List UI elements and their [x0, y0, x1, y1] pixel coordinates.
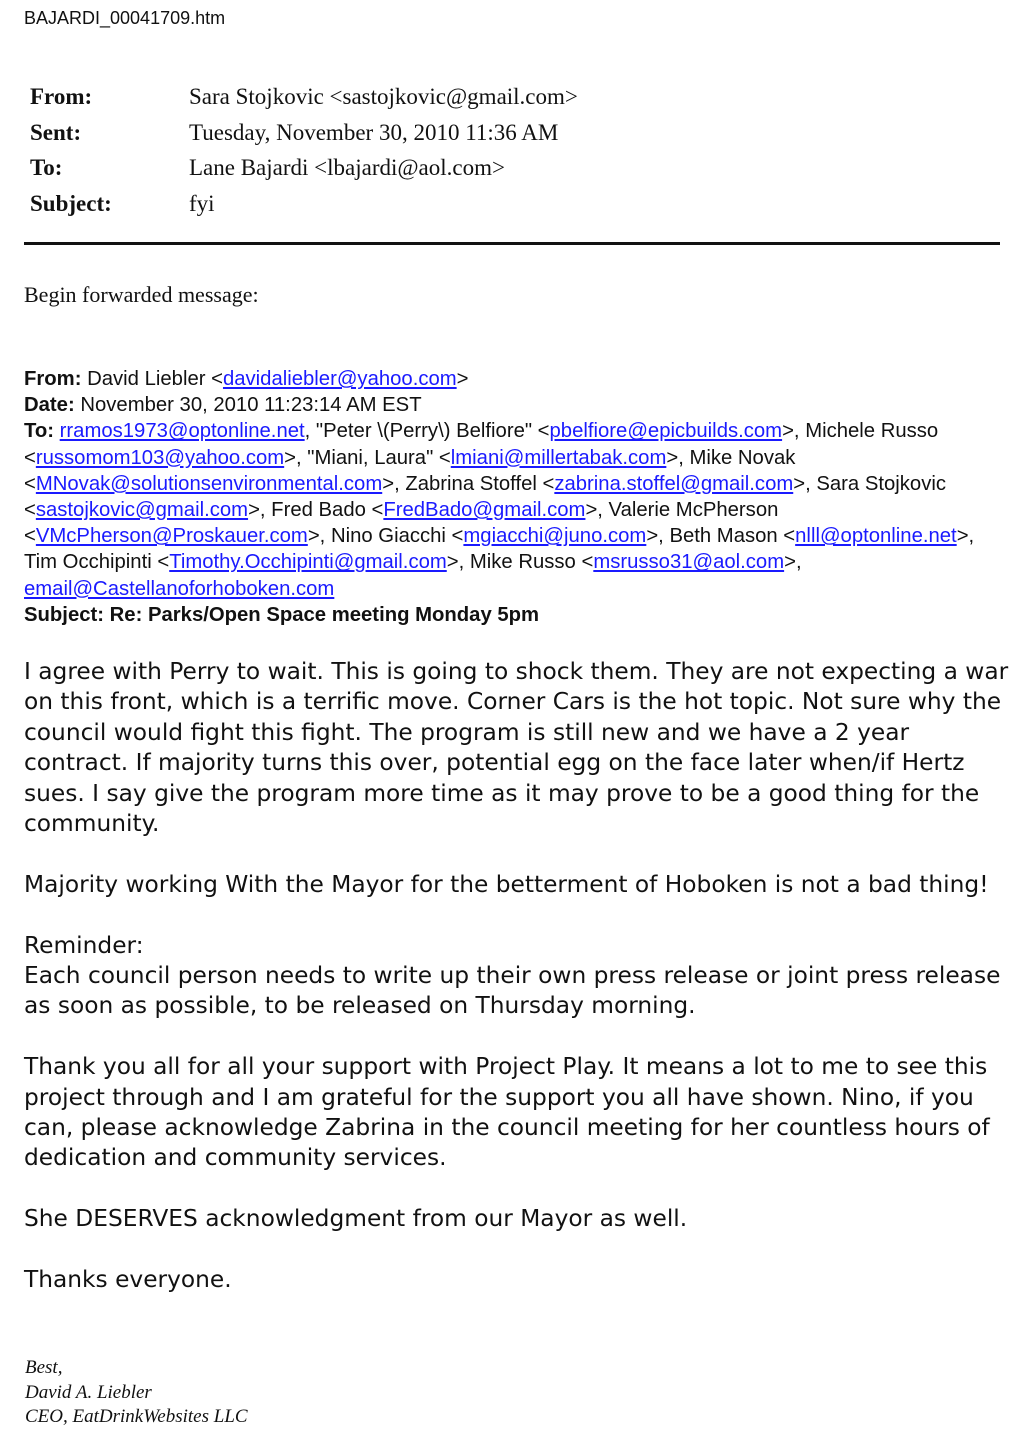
recipient-separator: >, Fred Bado < — [248, 499, 384, 522]
recipient-email-link[interactable]: nlll@optonline.net — [795, 525, 957, 548]
inner-date-value: November 30, 2010 11:23:14 AM EST — [80, 394, 422, 417]
recipient-email-link[interactable]: lmiani@millertabak.com — [450, 446, 667, 469]
recipient-separator: >, — [784, 551, 802, 574]
document-filename: BAJARDI_00041709.htm — [24, 8, 226, 28]
recipient-separator: >, Sara Stojkovic < — [24, 472, 946, 522]
recipient-email-link[interactable]: russomom103@yahoo.com — [35, 446, 285, 469]
recipient-email-link[interactable]: VMcPherson@Proskauer.com — [35, 525, 308, 548]
inner-from-label: From: — [24, 368, 82, 390]
recipient-email-link[interactable]: MNovak@solutionsenvironmental.com — [35, 472, 383, 495]
recipient-separator: >, Mike Russo < — [446, 551, 594, 574]
recipient-email-link[interactable]: FredBado@gmail.com — [383, 499, 586, 522]
header-divider — [24, 242, 1000, 245]
recipient-email-link[interactable]: mgiacchi@juno.com — [463, 525, 647, 548]
outer-from-label: From: — [30, 84, 93, 109]
recipient-separator: >, Valerie McPherson < — [24, 499, 779, 548]
body-paragraph: She DESERVES acknowledgment from our Mayor as well. — [24, 1205, 688, 1233]
reminder-block — [24, 931, 1009, 1022]
inner-subject-label: Subject: — [24, 603, 105, 626]
inner-subject-value: Re: Parks/Open Space meeting Monday 5pm — [109, 603, 540, 626]
reminder-text: Each council person needs to write up their own press release or joint press release as soon as possible, to be released on Thursday morning. — [24, 962, 1001, 1020]
recipient-separator: >, Mike Novak < — [24, 446, 796, 495]
recipient-email-link[interactable]: rramos1973@optonline.net — [59, 420, 305, 443]
recipient-email-link[interactable]: msrusso31@aol.com — [593, 551, 785, 574]
body-paragraph: I agree with Perry to wait. This is going to shock them. They are not expecting a war on this front, which is a terrific move. Corner Cars is the hot topic. Not sure why the council would fight this fight. The program is still new and we have a 2 year contract. If majority turns this over, potential egg on the face later when/if Hertz sues. I say give the program more time as it may prove to be a good thing for the community. — [24, 658, 1009, 838]
signature-closing: Best, — [25, 1357, 63, 1378]
inner-subject-row — [24, 602, 1009, 628]
forwarded-headers — [24, 366, 1009, 628]
recipient-separator: >, Beth Mason < — [646, 525, 796, 548]
outer-subject-value: fyi — [189, 190, 215, 216]
outer-subject-row — [30, 191, 990, 227]
outer-to-value: Lane Bajardi <lbajardi@aol.com> — [189, 155, 505, 180]
outer-sent-row — [30, 120, 990, 156]
outer-sent-label: Sent: — [30, 119, 82, 145]
outer-from-row — [30, 84, 990, 120]
outer-from-value: Sara Stojkovic <sastojkovic@gmail.com> — [189, 84, 578, 109]
reminder-label: Reminder: — [24, 931, 144, 959]
outer-to-label: To: — [30, 155, 63, 180]
recipient-separator: >, Michele Russo < — [24, 420, 939, 469]
outer-sent-value: Tuesday, November 30, 2010 11:36 AM — [189, 119, 559, 145]
signature-title: CEO, EatDrinkWebsites LLC — [25, 1406, 248, 1427]
recipient-email-link[interactable]: zabrina.stoffel@gmail.com — [554, 472, 794, 495]
signature-name: David A. Liebler — [25, 1381, 152, 1403]
recipient-separator: , "Peter \(Perry\) Belfiore" < — [304, 420, 550, 443]
inner-from-name: David Liebler < — [87, 368, 223, 390]
inner-date-label: Date: — [24, 394, 75, 417]
recipient-email-link[interactable]: Timothy.Occhipinti@gmail.com — [169, 551, 447, 574]
body-paragraph: Thanks everyone. — [24, 1266, 232, 1294]
inner-from-row — [24, 366, 1009, 392]
outer-to-row — [30, 155, 990, 191]
body-paragraph: Majority working With the Mayor for the betterment of Hoboken is not a bad thing! — [24, 870, 989, 898]
recipient-separator: >, Nino Giacchi < — [307, 525, 464, 548]
inner-to-row — [24, 418, 1009, 601]
begin-forwarded-label: Begin forwarded message: — [24, 282, 259, 307]
recipient-separator: >, Tim Occhipinti < — [24, 525, 975, 574]
recipient-separator: >, Zabrina Stoffel < — [382, 472, 555, 495]
recipient-email-link[interactable]: email@Castellanoforhoboken.com — [24, 577, 335, 600]
signature — [25, 1356, 248, 1430]
recipient-email-link[interactable]: pbelfiore@epicbuilds.com — [549, 420, 783, 443]
inner-from-email-link[interactable]: davidaliebler@yahoo.com — [222, 368, 457, 390]
inner-date-row — [24, 392, 1009, 418]
body-paragraph: Thank you all for all your support with Project Play. It means a lot to me to see this project through and I am grateful for the support you all have shown. Nino, if you can, please acknowledge Zabrina in the council meeting for her countless hours of dedication and community services. — [24, 1053, 990, 1172]
message-body — [24, 657, 1009, 1326]
recipient-list — [24, 420, 974, 599]
recipient-email-link[interactable]: sastojkovic@gmail.com — [35, 499, 249, 522]
outer-email-headers — [30, 84, 990, 226]
recipient-separator: >, "Miani, Laura" < — [284, 446, 451, 469]
inner-to-label: To: — [24, 420, 55, 443]
outer-subject-label: Subject: — [30, 190, 112, 216]
inner-from-close: > — [456, 368, 469, 390]
